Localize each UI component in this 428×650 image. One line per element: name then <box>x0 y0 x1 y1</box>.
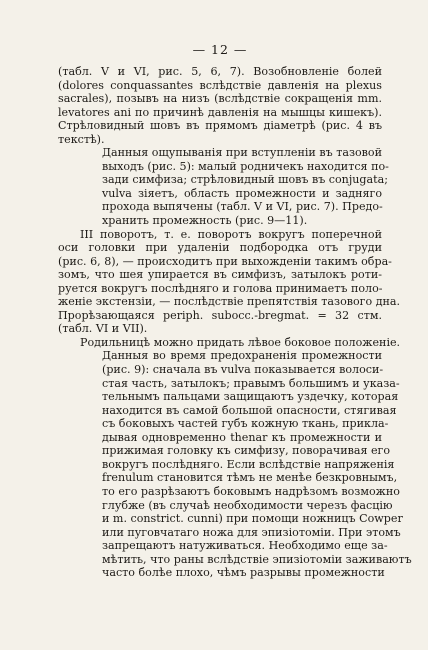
text-line: стая часть, затылокъ; правымъ большимъ и указа- <box>102 376 400 390</box>
page-number: — 12 — <box>192 42 248 57</box>
paragraph-3 <box>58 227 401 336</box>
paragraph-1 <box>58 65 382 146</box>
text-line: зомъ, что шея упирается въ симфизъ, затылокъ роти- <box>58 268 382 282</box>
text-line: вокругъ послѣдняго. Если вслѣдствіе напряженія <box>102 457 395 471</box>
text-line: зади симфиза; стрѣловидный шовъ въ conjugata; <box>102 173 388 187</box>
text-line: Прорѣзающаяся periph. subocc.-bregmat. = 32 стм. <box>58 308 382 322</box>
text-line: (табл. V и VI, рис. 5, 6, 7). Возобновленіе болей <box>58 65 382 78</box>
text-line: запрещаютъ натуживаться. Необходимо еще за- <box>102 539 388 553</box>
text-line: прижимая головку къ симфизу, поворачивая его <box>102 444 391 458</box>
text-line: или пуговчатаго ножа для эпизіотоміи. При этомъ <box>102 525 401 539</box>
text-line: (рис. 9): сначала въ vulva показывается волоси- <box>102 363 384 377</box>
text-line: находится въ самой большой опасности, стягивая <box>102 403 397 417</box>
text-line: съ боковыхъ частей губъ кожную ткань, прикла- <box>102 417 389 431</box>
text-line: выходъ (рис. 5): малый родничекъ находится по- <box>102 159 389 173</box>
text-line: хранить промежность (рис. 9—11). <box>102 214 308 228</box>
text-line: sacrales), позывъ на низъ (вслѣдствіе сокращенія mm. <box>58 92 382 106</box>
text-line: прохода выпячены (табл. V и VI, рис. 7). Предо- <box>102 200 383 214</box>
text-line: текстѣ). <box>58 132 105 146</box>
text-line: (dolores conquassantes вслѣдствіе давленія на plexus <box>58 78 382 92</box>
text-line: глубже (въ случаѣ необходимости черезъ фасцію <box>102 498 393 512</box>
text-line: Данныя во время предохраненія промежности <box>102 349 382 363</box>
text-line: frenulum становится тѣмъ не менѣе безкровнымъ, <box>102 471 398 485</box>
text-line: женіе экстензіи, — послѣдствіе препятствія тазового дна. <box>58 295 401 309</box>
text-line: часто болѣе плохо, чѣмъ разрывы промежности <box>102 566 385 580</box>
text-line: тельнымъ пальцами защищаютъ уздечку, которая <box>102 390 399 404</box>
text-line: руется вокругъ послѣдняго и голова принимаетъ поло- <box>58 281 383 295</box>
text-line: оси головки при удаленіи подбородка отъ груди <box>58 241 382 255</box>
text-line: то его разрѣзаютъ боковымъ надрѣзомъ возможно <box>102 484 400 498</box>
text-line: (рис. 6, 8), — происходитъ при выхожденіи такимъ обра- <box>58 254 392 268</box>
text-line: Родильницѣ можно придать лѣвое боковое положеніе. <box>80 335 401 349</box>
text-line: III поворотъ, т. е. поворотъ вокругъ поперечной <box>80 227 382 241</box>
text-line: (табл. VI и VII). <box>58 322 148 336</box>
paragraph-4 <box>58 335 412 580</box>
text-line: Стрѣловидный шовъ въ прямомъ діаметрѣ (рис. 4 въ <box>58 119 382 133</box>
text-line: Данныя ощупыванія при вступленіи въ тазовой <box>102 146 382 160</box>
text-line: vulva зіяетъ, область промежности и задняго <box>102 186 382 200</box>
text-line: дывая одновременно thenar къ промежности и <box>102 430 382 444</box>
text-line: и m. constrict. cunni) при помощи ножницъ Cowper <box>102 512 403 526</box>
text-line: levatores ani по причинѣ давленія на мышцы кишекъ). <box>58 105 382 119</box>
text-line: мѣтить, что раны вслѣдствіе эпизіотоміи заживаютъ <box>102 552 412 566</box>
paragraph-2 <box>58 146 389 228</box>
